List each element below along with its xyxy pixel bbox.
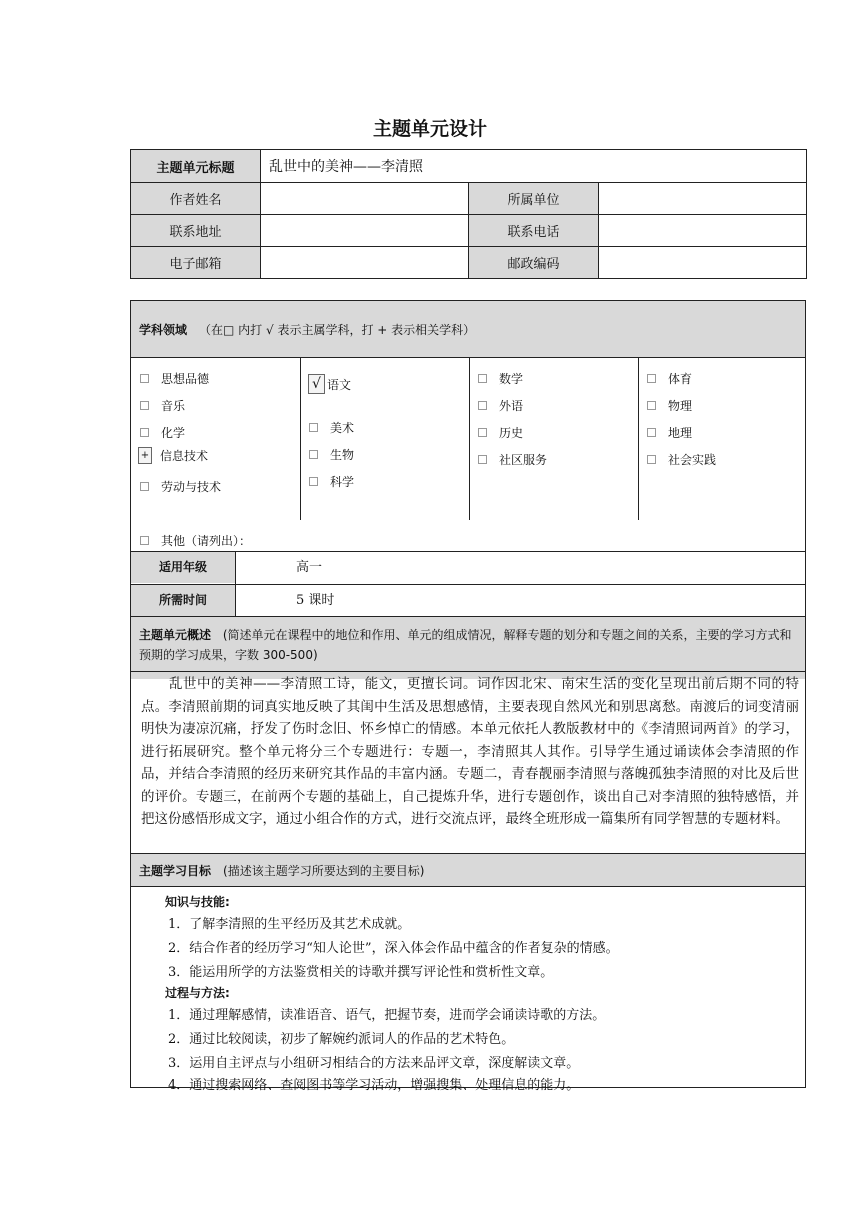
- checkbox-icon: [309, 423, 318, 432]
- checkbox-icon: [140, 374, 149, 383]
- time-label: 所需时间: [131, 585, 235, 616]
- email-field[interactable]: [261, 247, 469, 279]
- checkbox-icon: [140, 401, 149, 410]
- checkbox-icon: [140, 428, 149, 437]
- subject-checkbox-外语[interactable]: 外语: [478, 397, 523, 414]
- grade-label: 适用年级: [131, 552, 235, 583]
- checkbox-icon: [647, 455, 656, 464]
- checkbox-icon: [647, 428, 656, 437]
- subject-checkbox-生物[interactable]: 生物: [309, 446, 354, 463]
- subject-checkbox-化学[interactable]: 化学: [140, 424, 185, 441]
- subject-checkbox-历史[interactable]: 历史: [478, 424, 523, 441]
- unit-info-table: [130, 149, 807, 279]
- knowledge-heading: 知识与技能:: [165, 895, 230, 909]
- overview-text: 乱世中的美神——李清照工诗，能文，更擅长词。词作因北宋、南宋生活的变化呈现出前后期不同的特点。李清照前期的词真实地反映了其闺中生活及思想感情，主要表现自然风光和别思离愁。南渡后的词变清丽明快为凄凉沉痛，抒发了伤时念旧、怀乡悼亡的情感。本单元依托人教版教材中的《李清照词两首》的学习，进行拓展研究。整个单元将分三个专题进行：专题一，李清照其人其作。引导学生通过诵读体会李清照的作品，并结合李清照的经历来研究其作品的丰富内涵。专题二，青春靓丽李清照与落魄孤独李清照的对比及后世的评价。专题三，在前两个专题的基础上，自己提炼升华，进行专题创作，谈出自己对李清照的独特感悟，并把这份感悟形成文字，通过小组合作的方式，进行交流点评，最终全班形成一篇集所有同学智慧的专题材料。: [141, 676, 799, 827]
- phone-label: 联系电话: [469, 215, 599, 247]
- checkbox-icon: [140, 482, 149, 491]
- overview-note: (简述单元在课程中的地位和作用、单元的组成情况，解释专题的划分和专题之间的关系，主要的学习方式和预期的学习成果，字数 300-500): [139, 628, 792, 662]
- goals-header: [131, 854, 805, 886]
- subject-checkbox-思想品德[interactable]: 思想品德: [140, 370, 209, 387]
- subject-checkbox-体育[interactable]: 体育: [647, 370, 692, 387]
- process-item: 2．通过比较阅读，初步了解婉约派词人的作品的艺术特色。: [168, 1032, 515, 1047]
- checkbox-icon: [478, 401, 487, 410]
- checkbox-icon: [647, 374, 656, 383]
- time-value[interactable]: 5 课时: [296, 593, 335, 608]
- author-label: 作者姓名: [131, 183, 261, 215]
- checkbox-icon: [309, 477, 318, 486]
- subject-checkbox-科学[interactable]: 科学: [309, 473, 354, 490]
- checkbox-icon: [478, 374, 487, 383]
- subject-area-header: [131, 301, 805, 357]
- subject-checkbox-信息技术[interactable]: + 信息技术: [138, 447, 208, 464]
- grade-value[interactable]: 高一: [296, 560, 323, 575]
- goals-note: (描述该主题学习所要达到的主要目标): [223, 863, 425, 878]
- postcode-field[interactable]: [599, 247, 807, 279]
- subject-checkbox-美术[interactable]: 美术: [309, 419, 354, 436]
- org-field[interactable]: [599, 183, 807, 215]
- author-field[interactable]: [261, 183, 469, 215]
- knowledge-item: 1．了解李清照的生平经历及其艺术成就。: [168, 917, 411, 932]
- subject-checkbox-音乐[interactable]: 音乐: [140, 397, 185, 414]
- subject-other-field[interactable]: 其他（请列出）：: [140, 532, 251, 549]
- address-label: 联系地址: [131, 215, 261, 247]
- checkbox-icon: [478, 428, 487, 437]
- process-item: 3．运用自主评点与小组研习相结合的方法来品评文章，深度解读文章。: [168, 1056, 580, 1071]
- subject-checkbox-地理[interactable]: 地理: [647, 424, 692, 441]
- subject-checkbox-数学[interactable]: 数学: [478, 370, 523, 387]
- process-heading: 过程与方法:: [165, 986, 230, 1000]
- checkbox-icon: [140, 536, 149, 545]
- knowledge-item: 2．结合作者的经历学习“知人论世”，深入体会作品中蕴含的作者复杂的情感。: [168, 941, 619, 956]
- process-item: 1．通过理解感情，读准语音、语气，把握节奏，进而学会诵读诗歌的方法。: [168, 1008, 606, 1023]
- checkbox-icon: [647, 401, 656, 410]
- check-mark-icon: √: [308, 374, 325, 394]
- checkbox-icon: [478, 455, 487, 464]
- unit-title-label: 主题单元标题: [131, 150, 261, 183]
- subject-checkbox-社区服务[interactable]: 社区服务: [478, 451, 547, 468]
- postcode-label: 邮政编码: [469, 247, 599, 279]
- phone-field[interactable]: [599, 215, 807, 247]
- checkbox-icon: [309, 450, 318, 459]
- page-title: 主题单元设计: [372, 118, 487, 140]
- goals-label: 主题学习目标: [139, 863, 212, 878]
- knowledge-item: 3．能运用所学的方法鉴赏相关的诗歌并撰写评论性和赏析性文章。: [168, 965, 554, 980]
- subject-checkbox-劳动与技术[interactable]: 劳动与技术: [140, 478, 221, 495]
- overview-label: 主题单元概述: [139, 628, 212, 642]
- plus-mark-icon: +: [138, 447, 152, 464]
- subject-area-note: （在□ 内打 √ 表示主属学科，打 + 表示相关学科）: [199, 322, 476, 337]
- subject-checkbox-语文[interactable]: √ 语文: [308, 374, 351, 394]
- subject-checkbox-物理[interactable]: 物理: [647, 397, 692, 414]
- address-field[interactable]: [261, 215, 469, 247]
- overview-header: [131, 617, 805, 679]
- org-label: 所属单位: [469, 183, 599, 215]
- subject-checkbox-社会实践[interactable]: 社会实践: [647, 451, 716, 468]
- process-item: 4．通过搜索网络、查阅图书等学习活动，增强搜集、处理信息的能力。: [168, 1078, 580, 1093]
- unit-design-table: [130, 300, 806, 1093]
- unit-title-value[interactable]: 乱世中的美神——李清照: [261, 150, 807, 183]
- email-label: 电子邮箱: [131, 247, 261, 279]
- subject-area-label: 学科领域: [139, 322, 188, 337]
